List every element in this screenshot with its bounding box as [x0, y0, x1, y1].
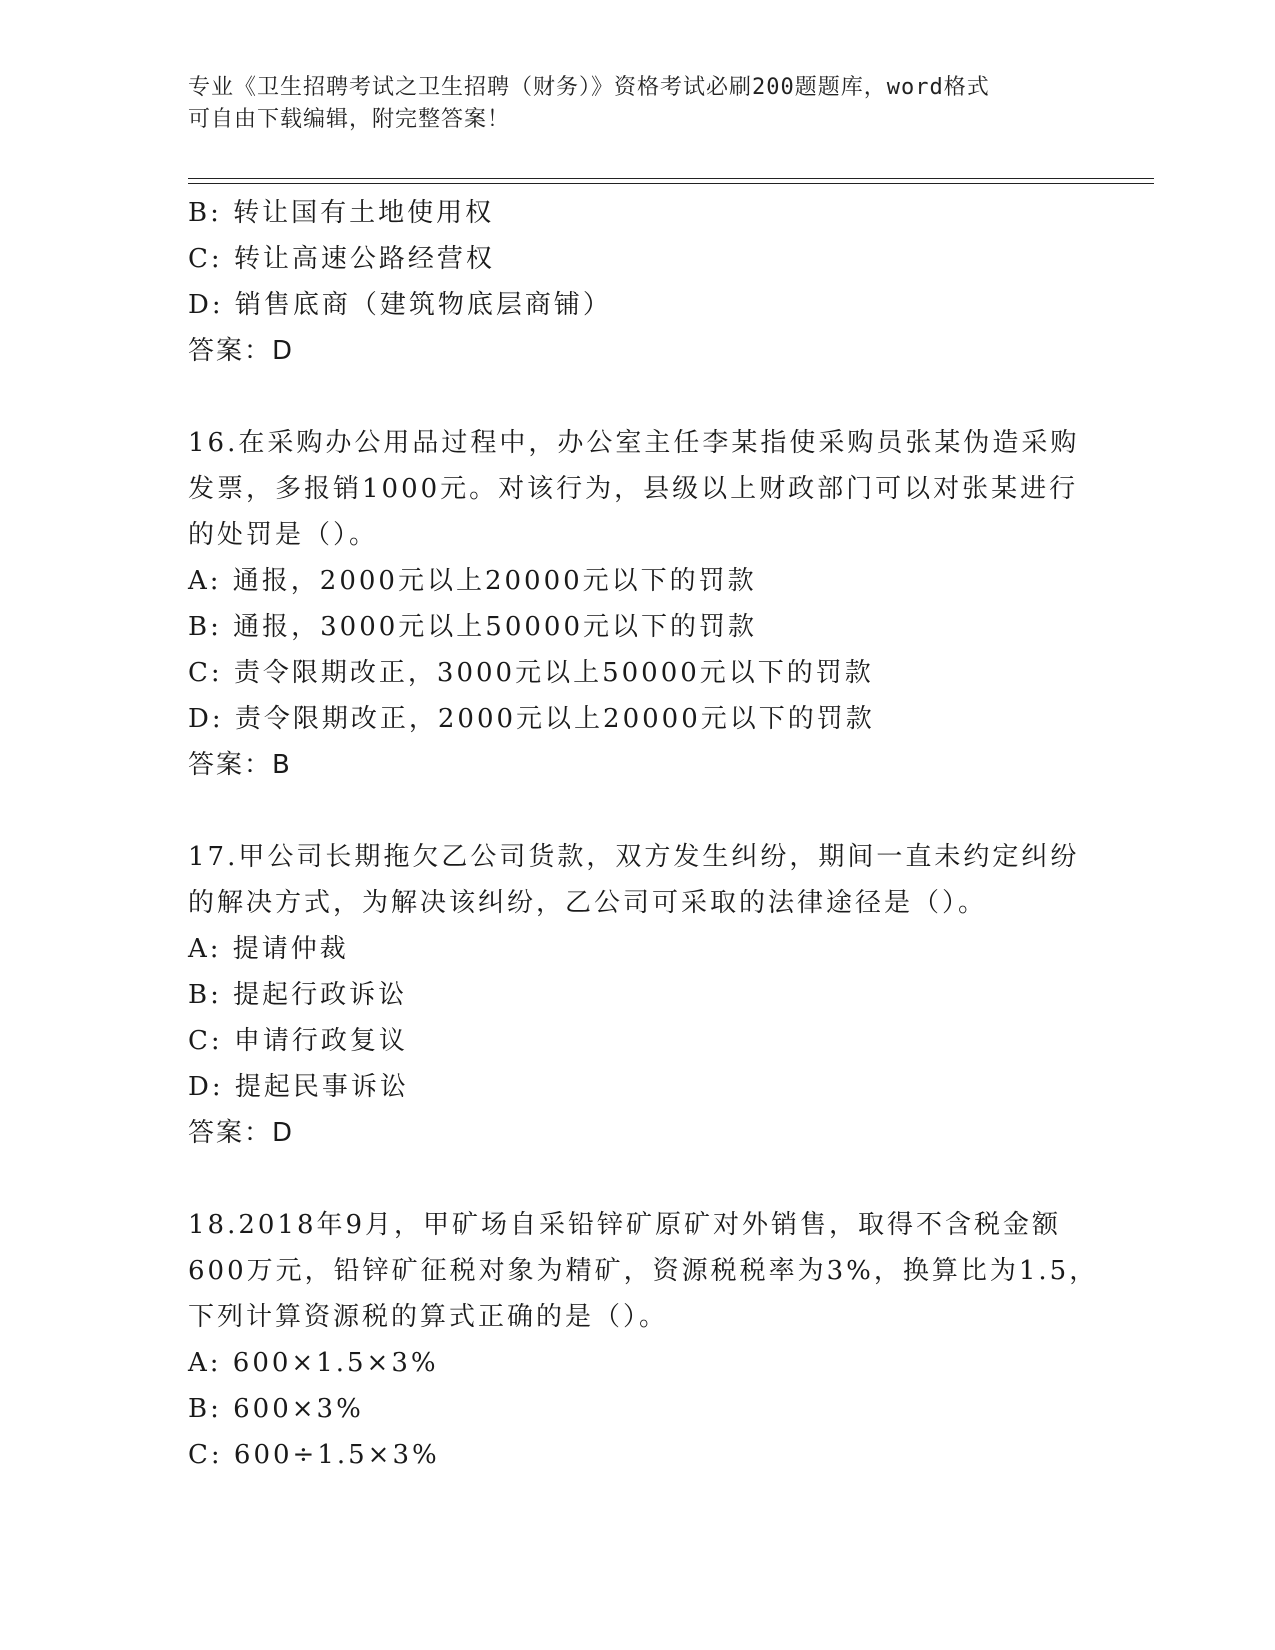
question-text-line: 下列计算资源税的算式正确的是（）。: [188, 1302, 669, 1332]
header-line-1: 专业《卫生招聘考试之卫生招聘（财务）》资格考试必刷200题题库，word格式: [188, 75, 990, 100]
question-16: [188, 420, 1088, 788]
answer-line: 答案：D: [188, 336, 295, 366]
option-c: C: 申请行政复议: [188, 1026, 408, 1056]
option-a: A: 提请仲裁: [188, 934, 349, 964]
question-text-line: 600万元，铅锌矿征税对象为精矿，资源税税率为3%，换算比为1.5，: [188, 1256, 1099, 1286]
question-17: [188, 834, 1088, 1156]
option-b: B: 通报，3000元以上50000元以下的罚款: [188, 612, 758, 642]
option-a: A: 通报，2000元以上20000元以下的罚款: [188, 566, 757, 596]
option-c: C: 转让高速公路经营权: [188, 244, 495, 274]
option-d: D: 责令限期改正，2000元以上20000元以下的罚款: [188, 704, 875, 734]
option-b: B: 提起行政诉讼: [188, 980, 408, 1010]
question-spacer: [188, 1156, 1088, 1202]
question-15-tail: [188, 190, 1088, 374]
header-divider-bottom: [188, 183, 1154, 184]
question-text-line: 的解决方式，为解决该纠纷，乙公司可采取的法律途径是（）。: [188, 888, 988, 918]
header-line-2: 可自由下载编辑，附完整答案！: [188, 107, 511, 132]
document-header: [188, 72, 1088, 136]
option-d: D: 提起民事诉讼: [188, 1072, 409, 1102]
question-text-line: 17.甲公司长期拖欠乙公司货款，双方发生纠纷，期间一直未约定纠纷: [188, 842, 1080, 872]
answer-line: 答案：B: [188, 750, 292, 780]
option-a: A: 600×1.5×3%: [188, 1348, 439, 1378]
answer-line: 答案：D: [188, 1118, 295, 1148]
question-text-line: 18.2018年9月，甲矿场自采铅锌矿原矿对外销售，取得不含税金额: [188, 1210, 1062, 1240]
question-list: [188, 190, 1099, 1478]
option-b: B: 转让国有土地使用权: [188, 198, 495, 228]
question-text-line: 发票，多报销1000元。对该行为，县级以上财政部门可以对张某进行: [188, 474, 1079, 504]
question-spacer: [188, 374, 1088, 420]
question-text-line: 16.在采购办公用品过程中，办公室主任李某指使采购员张某伪造采购: [188, 428, 1080, 458]
header-divider-top: [188, 178, 1154, 179]
option-c: C: 600÷1.5×3%: [188, 1440, 440, 1470]
option-d: D: 销售底商（建筑物底层商铺）: [188, 290, 612, 320]
option-b: B: 600×3%: [188, 1394, 364, 1424]
question-spacer: [188, 788, 1088, 834]
question-18: [188, 1202, 1099, 1478]
option-c: C: 责令限期改正，3000元以上50000元以下的罚款: [188, 658, 874, 688]
question-text-line: 的处罚是（）。: [188, 520, 379, 550]
